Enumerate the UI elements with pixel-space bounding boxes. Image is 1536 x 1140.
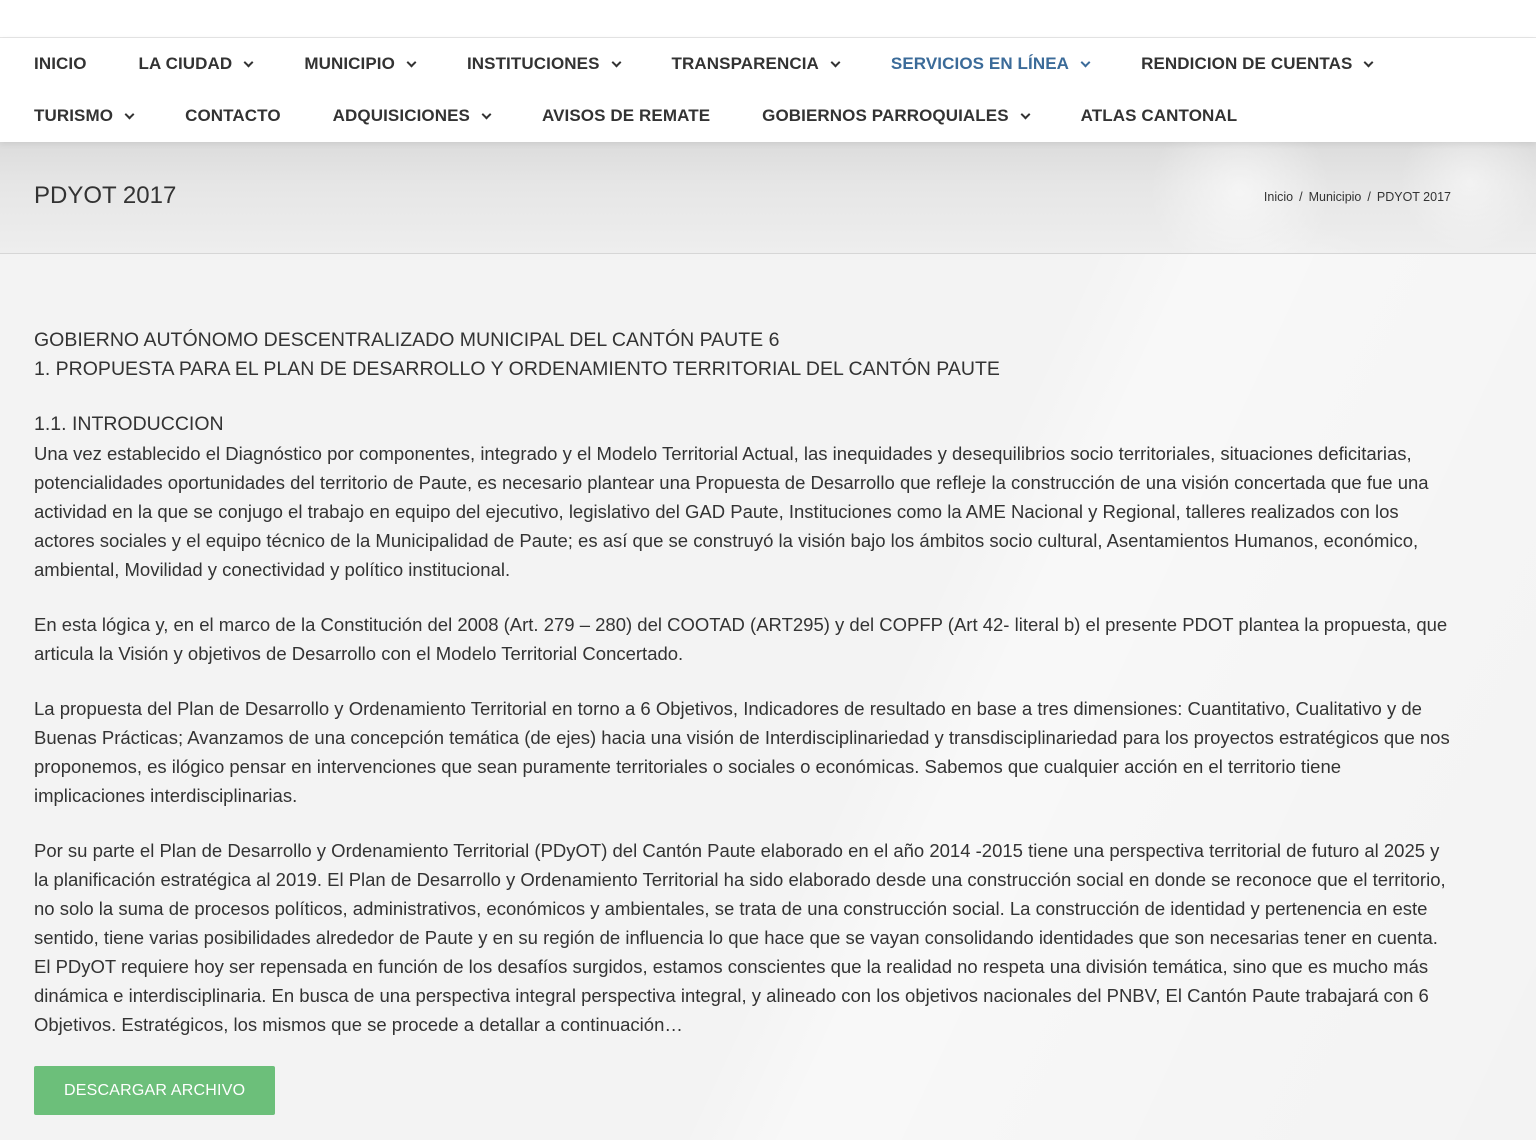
nav-item-label: GOBIERNOS PARROQUIALES — [762, 106, 1009, 125]
nav-item-label: RENDICION DE CUENTAS — [1141, 54, 1353, 73]
paragraph: En esta lógica y, en el marco de la Constitución del 2008 (Art. 279 – 280) del COOTAD (ART295) y del COPFP (Art 42- literal b) el presente PDOT plantea la propuesta, que articula la Visión y objetivos de Desarrollo con el Modelo Territorial Concertado. — [34, 614, 1448, 664]
nav-item-label: TURISMO — [34, 106, 114, 125]
nav-item-gobiernos-parroquiales[interactable] — [762, 106, 1029, 126]
chevron-down-icon — [244, 57, 254, 67]
introduction-section — [34, 410, 1454, 1039]
page-title: PDYOT 2017 — [34, 182, 177, 209]
nav-item-label: ADQUISICIONES — [332, 106, 470, 125]
nav-row-2 — [34, 90, 1536, 142]
chevron-down-icon — [482, 109, 492, 119]
nav-row-1 — [34, 38, 1536, 90]
main-content — [0, 254, 1536, 1140]
top-bar — [0, 0, 1536, 38]
nav-item-turismo[interactable] — [34, 106, 133, 126]
breadcrumb-separator: / — [1367, 190, 1371, 204]
nav-item-instituciones[interactable] — [467, 54, 620, 74]
breadcrumb-current: PDYOT 2017 — [1376, 190, 1451, 204]
nav-item-la-ciudad[interactable] — [139, 54, 253, 74]
nav-item-transparencia[interactable] — [672, 54, 839, 74]
nav-item-contacto[interactable] — [185, 106, 281, 126]
breadcrumb-link-inicio[interactable]: Inicio — [1263, 190, 1294, 204]
section-title: 1.1. INTRODUCCION — [34, 413, 224, 435]
chevron-down-icon — [611, 57, 621, 67]
nav-item-label: TRANSPARENCIA — [671, 54, 819, 73]
document-subheading: 1. PROPUESTA PARA EL PLAN DE DESARROLLO Y ORDENAMIENTO TERRITORIAL DEL CANTÓN PAUTE — [34, 358, 1000, 380]
nav-item-rendicion-de-cuentas[interactable] — [1141, 54, 1372, 74]
download-file-button[interactable]: DESCARGAR ARCHIVO — [34, 1066, 275, 1115]
paragraph: Una vez establecido el Diagnóstico por componentes, integrado y el Modelo Territorial Actual, las inequidades y desequilibrios socio territoriales, situaciones deficitarias, potencialidades oportunidades del territorio de Paute, es necesario plantear una Propuesta de Desarrollo que refleje la construcción de una visión concertada que fue una actividad en la que se conjugo el trabajo en equipo del ejecutivo, legislativo del GAD Paute, Instituciones como la AME Nacional y Regional, talleres realizados con los actores sociales y el equipo técnico de la Municipalidad de Paute; es así que se construyó la visión bajo los ámbitos socio cultural, Asentamientos Humanos, económico, ambiental, Movilidad y conectividad y político institucional. — [34, 443, 1429, 580]
chevron-down-icon — [1081, 57, 1091, 67]
paragraph: Por su parte el Plan de Desarrollo y Ordenamiento Territorial (PDyOT) del Cantón Paute elaborado en el año 2014 -2015 tiene una perspectiva territorial de futuro al 2025 y la planificación estratégica al 2019. El Plan de Desarrollo y Ordenamiento Territorial ha sido elaborado desde una construcción social en donde se reconoce que el territorio, no solo la suma de procesos políticos, administrativos, económicos y ambientales, se trata de una construcción social. La construcción de identidad y pertenencia en este sentido, tiene varias posibilidades alrededor de Paute y en su región de influencia lo que hace que se vayan consolidando identidades que son necesarias tener en cuenta. El PDyOT requiere hoy ser repensada en función de los desafíos surgidos, estamos conscientes que la realidad no respeta una división temática, sino que es mucho más dinámica e interdisciplinaria. En busca de una perspectiva integral perspectiva integral, y alineado con los objetivos nacionales del PNBV, El Cantón Paute trabajará con 6 Objetivos. Estratégicos, los mismos que se procede a detallar a continuación… — [34, 840, 1446, 1035]
paragraph: La propuesta del Plan de Desarrollo y Ordenamiento Territorial en torno a 6 Objetivos, Indicadores de resultado en base a tres dimensiones: Cuantitativo, Cualitativo y de Buenas Prácticas; Avanzamos de una concepción temática (de ejes) hacia una visión de Interdisciplinariedad y transdisciplinariedad para los proyectos estratégicos que nos proponemos, es ilógico pensar en intervenciones que sean puramente territoriales o sociales o económicas. Sabemos que cualquier acción en el territorio tiene implicaciones interdisciplinarias. — [34, 698, 1450, 806]
main-navigation — [0, 38, 1536, 142]
nav-item-label: LA CIUDAD — [138, 54, 233, 73]
page-title-bar — [0, 142, 1536, 254]
breadcrumb-separator: / — [1299, 190, 1303, 204]
nav-item-avisos-de-remate[interactable] — [542, 106, 710, 126]
document-heading: GOBIERNO AUTÓNOMO DESCENTRALIZADO MUNICIPAL DEL CANTÓN PAUTE 6 — [34, 329, 780, 351]
nav-item-label: AVISOS DE REMATE — [541, 106, 711, 125]
breadcrumb — [1264, 190, 1451, 204]
chevron-down-icon — [830, 57, 840, 67]
breadcrumb-link-municipio[interactable]: Municipio — [1308, 190, 1362, 204]
nav-item-municipio[interactable] — [304, 54, 415, 74]
chevron-down-icon — [406, 57, 416, 67]
chevron-down-icon — [125, 109, 135, 119]
nav-item-adquisiciones[interactable] — [333, 106, 490, 126]
nav-item-label: SERVICIOS EN LÍNEA — [890, 54, 1070, 73]
chevron-down-icon — [1020, 109, 1030, 119]
nav-item-inicio[interactable] — [34, 54, 87, 74]
nav-item-servicios-en-linea[interactable] — [891, 54, 1089, 74]
nav-item-label: INICIO — [34, 54, 87, 73]
nav-item-label: MUNICIPIO — [304, 54, 395, 73]
nav-item-atlas-cantonal[interactable] — [1081, 106, 1238, 126]
chevron-down-icon — [1364, 57, 1374, 67]
nav-item-label: INSTITUCIONES — [466, 54, 600, 73]
nav-item-label: ATLAS CANTONAL — [1080, 106, 1238, 125]
nav-item-label: CONTACTO — [185, 106, 281, 125]
